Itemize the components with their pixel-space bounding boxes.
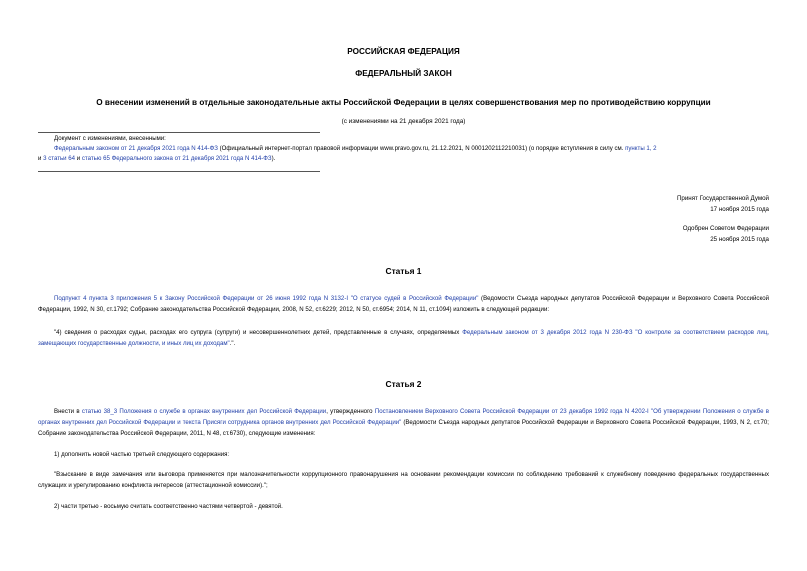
judges-status-law-link[interactable]: Подпункт 4 пункта 3 приложения 5 к Закону Российской Федерации от 26 июня 1992 года N 3132-I "О статусе судей в Российской Федерации" <box>54 295 479 302</box>
council-approval: Одобрен Советом Федерации 25 ноября 2015 года <box>682 225 769 243</box>
country-heading: РОССИЙСКАЯ ФЕДЕРАЦИЯ <box>347 47 460 56</box>
article-2-paragraph-3: "Взыскание в виде замечания или выговора применяется при малозначительности коррупционного правонарушения на основании рекомендации комиссии по соблюдению требований к служебному поведению федеральных государственных служащих и урегулированию конфликта интересов (аттестационной комиссии)."; <box>38 471 769 490</box>
expenses-control-law-link[interactable]: Федеральным законом от 3 декабря 2012 года N 230-ФЗ "О контроле за соответствием расходов лиц, замещающих государственные должности, и иных лиц их доходам" <box>38 329 769 348</box>
article-38-3-link[interactable]: статью 38_3 Положения о службе в органах внутренних дел Российской Федерации <box>81 408 327 415</box>
article-1-paragraph-1: Подпункт 4 пункта 3 приложения 5 к Закону Российской Федерации от 26 июня 1992 года N 3132-I "О статусе судей в Российской Федерации" (Ведомости Съезда народных депутатов Российской Федерации и Верховного Совета Российской Федерации, 1992, N 30, ст.1792; Собрание законодательства Российской Федерации, 2008, N 52, ст.6229; 2012, N 50, ст.6954; 2014, N 11, ст.1094) изложить в следующей редакции: <box>38 295 769 314</box>
amending-law-link[interactable]: Федеральным законом от 21 декабря 2021 года N 414-ФЗ <box>54 145 218 152</box>
doc-type-heading: ФЕДЕРАЛЬНЫЙ ЗАКОН <box>355 69 452 78</box>
article-1-heading: Статья 1 <box>385 266 422 276</box>
duma-adoption: Принят Государственной Думой 17 ноября 2015 года <box>676 195 769 213</box>
article-2-heading: Статья 2 <box>385 379 422 389</box>
amendment-body-cont: и 3 статьи 64 и статью 65 Федерального закона от 21 декабря 2021 года N 414-ФЗ). <box>38 155 276 162</box>
edition-note: (с изменениями на 21 декабря 2021 года) <box>341 118 466 125</box>
article-1-paragraph-2: "4) сведения о расходах судьи, расходах его супруга (супруги) и несовершеннолетних детей, представленные в случаях, определяемых Федеральным законом от 3 декабря 2012 года N 230-ФЗ "О контроле за соответствием расходов лиц, замещающих государственные должности, и иных лиц их доходам".". <box>38 329 769 348</box>
article-2-paragraph-2: 1) дополнить новой частью третьей следующего содержания: <box>54 451 230 458</box>
supreme-council-resolution-link[interactable]: Постановлением Верховного Совета Российской Федерации от 23 декабря 1992 года N 4202-I "Об утверждении Положения о службе в органах внутренних дел Российской Федерации и текста Присяги сотрудника органов внутренних дел Российской Федерации" <box>38 408 770 427</box>
article-2-paragraph-4: 2) части третью - восьмую считать соответственно частями четвертой - девятой. <box>54 503 283 510</box>
document-title: О внесении изменений в отдельные законодательные акты Российской Федерации в целях совершенствования мер по противодействию коррупции <box>96 98 711 107</box>
amendment-intro: Документ с изменениями, внесенными: <box>54 135 166 142</box>
article-2-paragraph-1: Внести в статью 38_3 Положения о службе в органах внутренних дел Российской Федерации, утвержденного Постановлением Верховного Совета Российской Федерации от 23 декабря 1992 года N 4202-I "Об утверждении Положения о службе в органах внутренних дел Российской Федерации и текста Присяги сотрудника органов внутренних дел Российской Федерации" (Ведомости Съезда народных депутатов Российской Федерации и Верховного Совета Российской Федерации, 1993, N 2, ст.70; Собрание законодательства Российской Федерации, 2011, N 48, ст.6730), следующие изменения: <box>38 408 770 438</box>
article-65-link[interactable]: статью 65 Федерального закона от 21 декабря 2021 года N 414-ФЗ <box>81 155 272 162</box>
amendment-body: Федеральным законом от 21 декабря 2021 года N 414-ФЗ (Официальный интернет-портал правовой информации www.pravo.gov.ru, 21.12.2021, N 0001202112210031) (о порядке вступления в силу см. пункты 1, 2 <box>54 145 657 152</box>
amendment-note <box>38 134 769 164</box>
article-64-link[interactable]: 3 статьи 64 <box>43 155 76 162</box>
note-bottom-divider <box>38 171 320 172</box>
points-1-2-link[interactable]: пункты 1, 2 <box>625 145 657 152</box>
note-top-divider <box>38 132 320 133</box>
